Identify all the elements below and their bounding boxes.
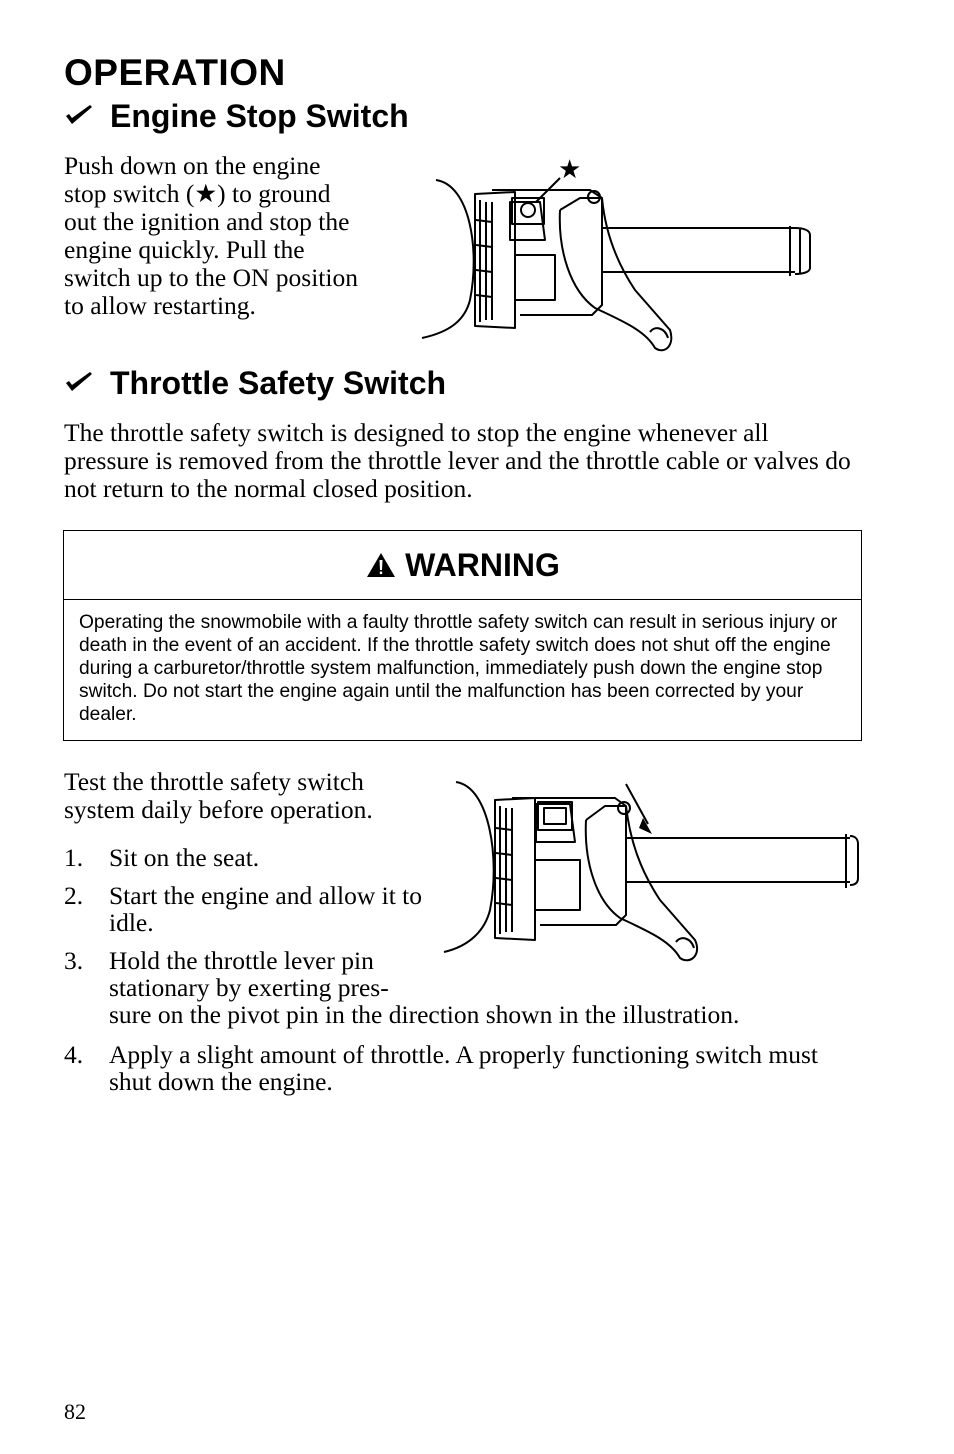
warning-header — [64, 531, 861, 600]
warning-box — [63, 530, 862, 741]
figure-star-marker: ★ — [558, 155, 582, 184]
engine-stop-paragraph: Push down on the engine stop switch (★) to ground out the ignition and stop the engine quickly. Pull the switch up to the ON position to allow restarting. — [64, 151, 358, 320]
page-number: 82 — [64, 1399, 86, 1424]
warning-label: WARNING — [405, 546, 560, 583]
check-mark-icon — [64, 365, 94, 402]
step-item — [64, 844, 824, 871]
step-item — [64, 947, 844, 1028]
step-text — [64, 947, 844, 1028]
engine-stop-heading — [64, 98, 409, 135]
step-text: Apply a slight amount of throttle. A properly functioning switch must shut down the engine. — [109, 1040, 818, 1096]
test-intro-paragraph: Test the throttle safety switch system daily before operation. — [64, 767, 373, 824]
step-item — [64, 882, 424, 936]
throttle-safety-switch-illustration — [440, 770, 860, 975]
step-text-line: Hold the throttle lever pin — [109, 946, 374, 975]
step-number: 4. — [64, 1040, 84, 1069]
step-text: Sit on the seat. — [109, 843, 260, 872]
throttle-safety-heading-text: Throttle Safety Switch — [110, 365, 447, 401]
engine-stop-heading-text: Engine Stop Switch — [110, 98, 409, 134]
step-number: 3. — [64, 946, 84, 975]
step-number: 2. — [64, 881, 84, 910]
step-item — [64, 1041, 844, 1095]
throttle-safety-heading — [64, 365, 446, 402]
engine-stop-switch-illustration — [420, 150, 815, 355]
throttle-safety-paragraph: The throttle safety switch is designed to stop the engine whenever all pressure is removed from the throttle lever and the throttle cable or valves do not return to the normal closed position. — [64, 418, 851, 503]
section-title: OPERATION — [64, 52, 286, 93]
warning-text: Operating the snowmobile with a faulty throttle safety switch can result in serious injury or death in the event of an accident. If the throttle safety switch does not shut off the engine during a carburetor/throttle system malfunction, immediately push down the engine stop switch. Do not start the engine again until the malfunction has been corrected by your dealer. — [79, 612, 838, 725]
step-text-line: sure on the pivot pin in the direction shown in the illustration. — [109, 1000, 740, 1029]
warning-triangle-icon — [365, 551, 397, 579]
check-mark-icon — [64, 98, 94, 135]
step-text: Start the engine and allow it to idle. — [109, 881, 423, 937]
step-text-line: stationary by exerting pres- — [109, 973, 389, 1002]
step-number: 1. — [64, 843, 84, 872]
